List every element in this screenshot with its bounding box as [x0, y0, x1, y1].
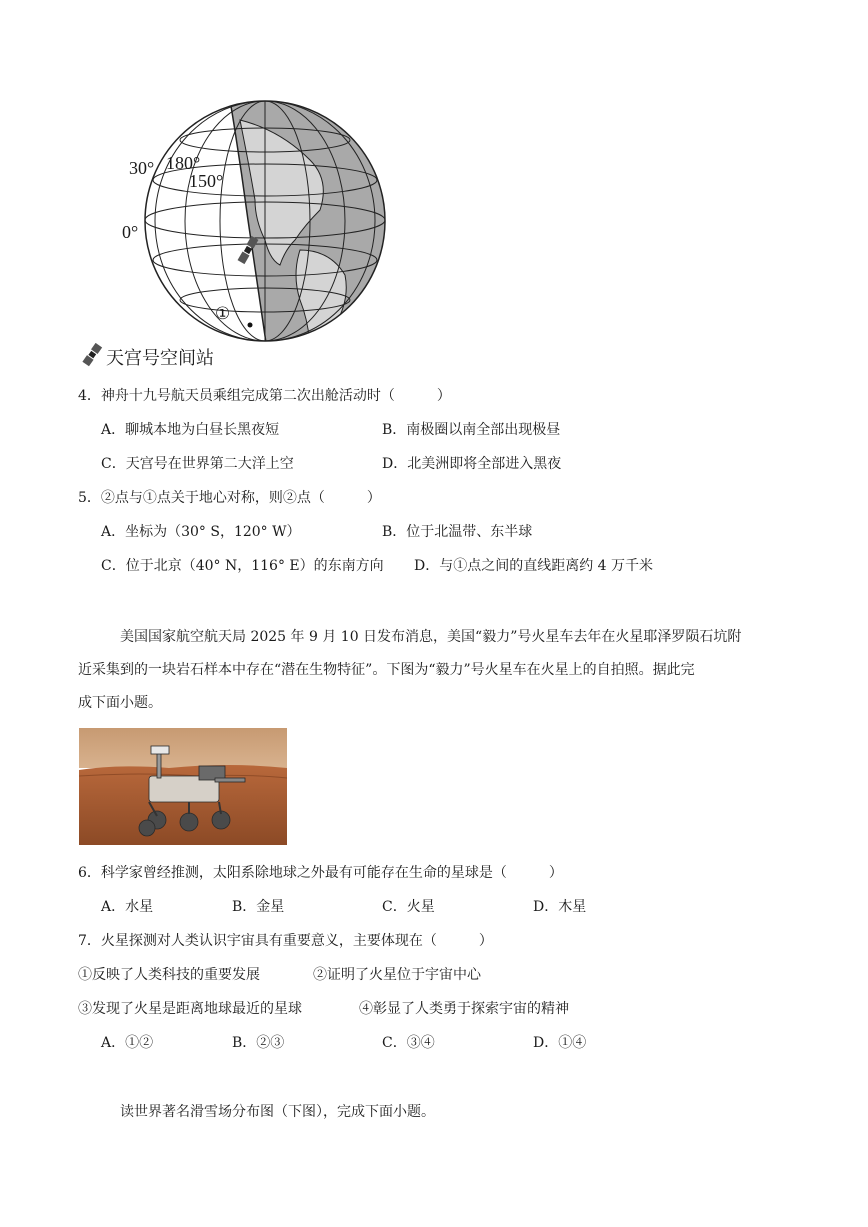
question-6-option-c[interactable]: C．火星 [382, 899, 435, 915]
question-7-option-b[interactable]: B．②③ [232, 1035, 285, 1051]
label-lon-180: 180° [166, 153, 201, 173]
question-7-statement-1: ①反映了人类科技的重要发展 [78, 967, 260, 983]
label-lon-150: 150° [189, 171, 224, 191]
question-5-option-b[interactable]: B．位于北温带、东半球 [382, 524, 533, 540]
question-4-option-d[interactable]: D．北美洲即将全部进入黑夜 [382, 456, 562, 472]
question-7-stem: 7．火星探测对人类认识宇宙具有重要意义，主要体现在（ ） [78, 933, 493, 949]
question-6-option-d[interactable]: D．木星 [533, 899, 587, 915]
passage-3-line-1: 读世界著名滑雪场分布图（下图），完成下面小题。 [120, 1104, 435, 1120]
passage-2-line-3: 成下面小题。 [78, 695, 162, 711]
question-7-option-d[interactable]: D．①④ [533, 1035, 587, 1051]
question-4-option-c[interactable]: C．天宫号在世界第二大洋上空 [101, 456, 294, 472]
label-lat-0: 0° [122, 222, 139, 242]
question-5-option-d[interactable]: D．与①点之间的直线距离约 4 万千米 [414, 558, 654, 574]
legend-label: 天宫号空间站 [106, 348, 214, 369]
question-4-option-a[interactable]: A．聊城本地为白昼长黑夜短 [101, 422, 280, 438]
question-6-option-b[interactable]: B．金星 [232, 899, 285, 915]
question-5-option-c[interactable]: C．位于北京（40° N，116° E）的东南方向 [101, 558, 384, 574]
passage-2-line-1: 美国国家航空航天局 2025 年 9 月 10 日发布消息，美国“毅力”号火星车去年在火星耶泽罗陨石坑附 [120, 629, 742, 645]
question-4-stem: 4．神舟十九号航天员乘组完成第二次出舱活动时（ ） [78, 388, 451, 404]
label-lat-30: 30° [129, 158, 155, 178]
question-4-option-b[interactable]: B．南极圈以南全部出现极昼 [382, 422, 561, 438]
question-7-option-c[interactable]: C．③④ [382, 1035, 435, 1051]
question-7-option-a[interactable]: A．①② [101, 1035, 154, 1051]
question-7-statement-3: ③发现了火星是距离地球最近的星球 [78, 1001, 302, 1017]
passage-2-line-2: 近采集到的一块岩石样本中存在“潜在生物特征”。下图为“毅力”号火星车在火星上的自拍照。据此完 [78, 662, 695, 678]
satellite-legend-icon [80, 343, 104, 367]
question-6-stem: 6．科学家曾经推测，太阳系除地球之外最有可能存在生命的星球是（ ） [78, 865, 563, 881]
question-6-option-a[interactable]: A．水星 [101, 899, 154, 915]
label-point-1: ① [215, 304, 231, 323]
question-7-statement-2: ②证明了火星位于宇宙中心 [313, 967, 481, 983]
question-7-statement-4: ④彰显了人类勇于探索宇宙的精神 [359, 1001, 569, 1017]
question-5-option-a[interactable]: A．坐标为（30° S，120° W） [101, 524, 301, 540]
mars-rover-photo [79, 728, 287, 845]
question-5-stem: 5．②点与①点关于地心对称，则②点（ ） [78, 490, 381, 506]
